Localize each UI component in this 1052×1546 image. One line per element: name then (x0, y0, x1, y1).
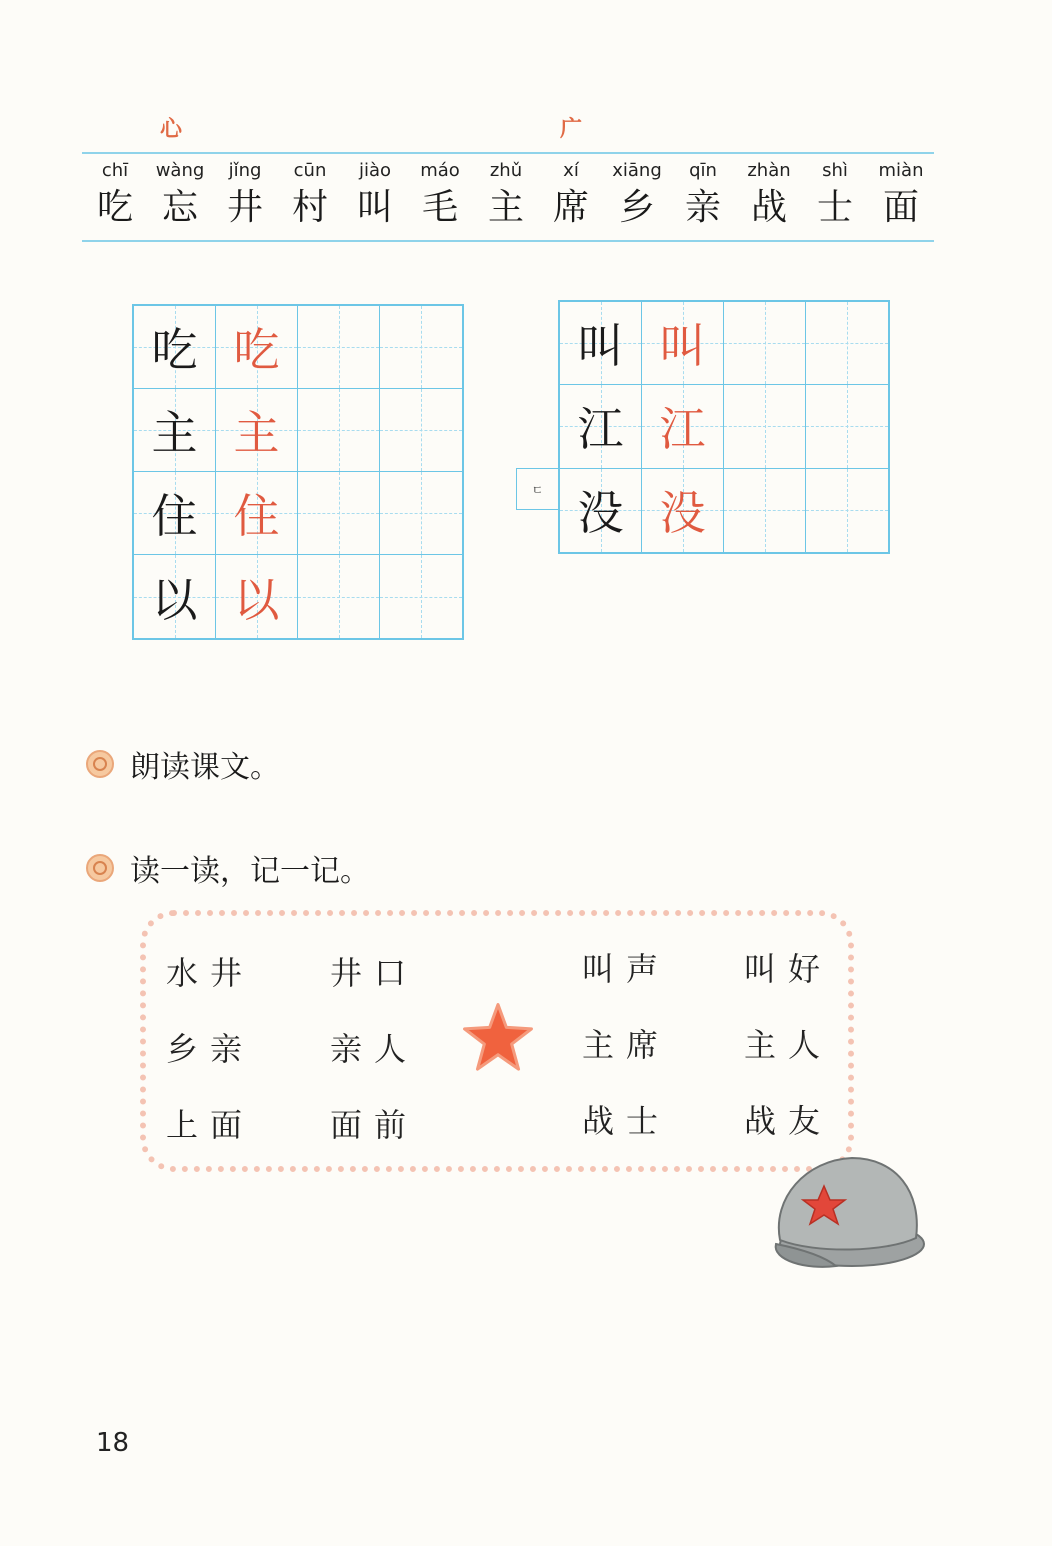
pinyin: jǐng (228, 160, 262, 181)
hanzi: 主 (487, 187, 524, 228)
grid-cell-blank[interactable] (724, 302, 806, 385)
pinyin: zhàn (747, 160, 791, 181)
hanzi: 面 (882, 187, 919, 228)
hanzi: 叫 (356, 187, 393, 228)
word: 面前 (330, 1106, 419, 1144)
word: 乡亲 (166, 1030, 255, 1068)
word: 战友 (744, 1102, 833, 1140)
word: 主人 (744, 1026, 833, 1064)
grid-cell-blank[interactable] (380, 389, 462, 472)
grid-cell-model: 主 (134, 389, 216, 472)
grid-cell-model: 江 (560, 385, 642, 468)
grid-cell-trace: 主 (216, 389, 298, 472)
pinyin: xí (563, 160, 579, 181)
char-cell (407, 158, 473, 232)
grid-cell-model: 叫 (560, 302, 642, 385)
char-cell (342, 158, 408, 232)
char-cell (802, 158, 868, 232)
red-star-icon (460, 1000, 536, 1076)
grid-cell-model: 以 (134, 555, 216, 638)
grid-cell-trace: 江 (642, 385, 724, 468)
pinyin: xiāng (612, 160, 662, 181)
grid-cell-blank[interactable] (724, 385, 806, 468)
char-cell (604, 158, 670, 232)
hanzi: 战 (750, 187, 787, 228)
grid-cell-trace: 叫 (642, 302, 724, 385)
pinyin: wàng (155, 160, 205, 181)
hanzi: 士 (816, 187, 853, 228)
top-rule (82, 152, 934, 154)
pinyin: miàn (878, 160, 924, 181)
char-cell (212, 158, 278, 232)
hanzi: 席 (552, 187, 589, 228)
grid-cell-blank[interactable] (806, 385, 888, 468)
grid-cell-blank[interactable] (806, 469, 888, 552)
pinyin: shì (822, 160, 848, 181)
grid-cell-trace: 吃 (216, 306, 298, 389)
pinyin: máo (420, 160, 460, 181)
grid-cell-model: 吃 (134, 306, 216, 389)
bottom-rule (82, 240, 934, 242)
grid-cell-blank[interactable] (380, 306, 462, 389)
instruction-text: 读一读，记一记。 (130, 854, 370, 889)
bullet-swirl-icon (86, 750, 114, 778)
hanzi: 乡 (618, 187, 655, 228)
pinyin: jiào (358, 160, 392, 181)
word: 亲人 (330, 1030, 419, 1068)
writing-grid-left (132, 304, 464, 640)
grid-cell-blank[interactable] (298, 472, 380, 555)
instruction-read-remember (86, 846, 370, 890)
grid-cell-trace: 以 (216, 555, 298, 638)
grid-cell-blank[interactable] (806, 302, 888, 385)
char-cell (473, 158, 539, 232)
pinyin: zhǔ (489, 160, 523, 181)
grid-cell-trace: 没 (642, 469, 724, 552)
radical-hints (0, 112, 1052, 152)
word: 战士 (582, 1102, 671, 1140)
hanzi: 村 (291, 187, 328, 228)
page-number: 18 (96, 1428, 130, 1458)
new-characters-strip (82, 158, 934, 236)
hanzi: 毛 (421, 187, 458, 228)
hanzi: 亲 (684, 187, 721, 228)
char-cell (868, 158, 934, 232)
char-cell (736, 158, 802, 232)
grid-cell-blank[interactable] (298, 389, 380, 472)
hanzi: 井 (226, 187, 263, 228)
grid-tab-mark: ㄷ (516, 468, 558, 510)
hanzi: 忘 (161, 187, 198, 228)
instruction-text: 朗读课文。 (130, 750, 280, 785)
char-cell (82, 158, 148, 232)
word: 井口 (330, 954, 419, 992)
bullet-swirl-icon (86, 854, 114, 882)
instruction-read-aloud (86, 742, 280, 786)
grid-cell-model: 住 (134, 472, 216, 555)
char-cell (147, 158, 213, 232)
word: 水井 (166, 954, 255, 992)
word: 叫声 (582, 950, 671, 988)
radical-guang: 广 (560, 116, 583, 142)
word: 上面 (166, 1106, 255, 1144)
word: 主席 (582, 1026, 671, 1064)
radical-xin: 心 (160, 116, 183, 142)
pinyin: chī (101, 160, 129, 181)
grid-cell-blank[interactable] (380, 472, 462, 555)
char-cell (670, 158, 736, 232)
char-cell (277, 158, 343, 232)
pinyin: cūn (293, 160, 327, 181)
grid-cell-model: 没 (560, 469, 642, 552)
char-cell (538, 158, 604, 232)
hanzi: 吃 (96, 187, 133, 228)
grid-cell-blank[interactable] (724, 469, 806, 552)
grid-cell-blank[interactable] (298, 306, 380, 389)
writing-grid-right (558, 300, 890, 554)
grid-cell-blank[interactable] (380, 555, 462, 638)
pinyin: qīn (689, 160, 717, 181)
word: 叫好 (744, 950, 833, 988)
army-cap-icon (766, 1148, 926, 1272)
grid-cell-blank[interactable] (298, 555, 380, 638)
grid-cell-trace: 住 (216, 472, 298, 555)
